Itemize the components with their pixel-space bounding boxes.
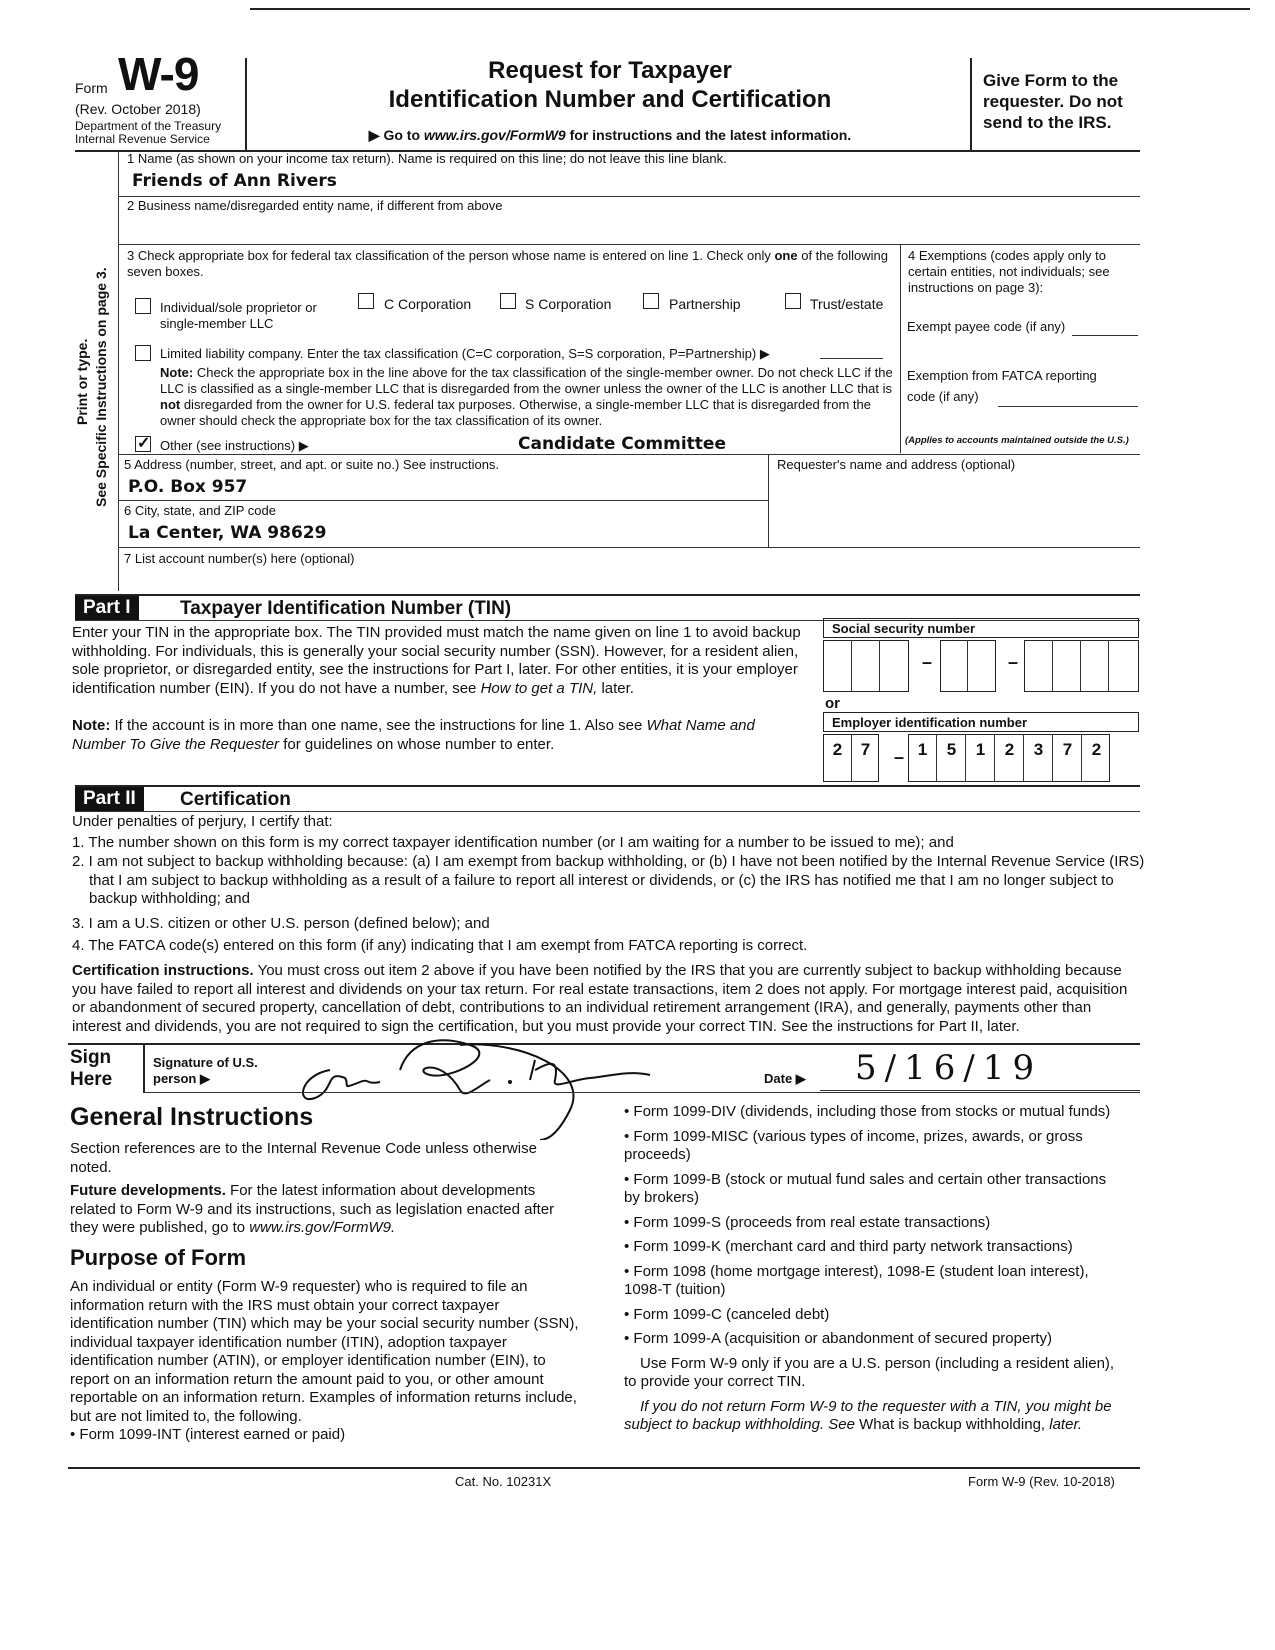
exempt-payee-field[interactable] bbox=[1072, 335, 1138, 336]
line4-label: 4 Exemptions (codes apply only to certain entities, not individuals; see instructions on page 3): bbox=[908, 248, 1110, 295]
llc-classification-field[interactable] bbox=[820, 358, 883, 359]
list-item: • Form 1099-C (canceled debt) bbox=[624, 1305, 830, 1323]
title-line1: Request for Taxpayer bbox=[488, 57, 732, 84]
right-bullets bbox=[622, 1103, 1124, 1435]
checkbox-c-corporation[interactable] bbox=[358, 293, 374, 309]
ssn-label: Social security number bbox=[832, 621, 976, 636]
checkbox-llc[interactable] bbox=[135, 345, 151, 361]
agency: Internal Revenue Service bbox=[75, 132, 210, 146]
signature[interactable] bbox=[290, 1030, 670, 1140]
line6-city-value[interactable]: La Center, WA 98629 bbox=[128, 523, 327, 543]
date-value[interactable]: 5/16/19 bbox=[855, 1048, 1043, 1088]
label-c-corporation: C Corporation bbox=[384, 296, 472, 312]
fatca-code-field[interactable] bbox=[998, 406, 1138, 407]
ein-digit: 2 bbox=[1004, 740, 1015, 759]
cat-number: Cat. No. 10231X bbox=[455, 1474, 552, 1489]
checkbox-s-corporation[interactable] bbox=[500, 293, 516, 309]
checkbox-partnership[interactable] bbox=[643, 293, 659, 309]
cert-item-4: 4. The FATCA code(s) entered on this form (if any) indicating that I am exempt from FATCA reporting is correct. bbox=[72, 937, 808, 954]
title-line2: Identification Number and Certification bbox=[388, 86, 832, 113]
sidebar-print-or-type: Print or type. bbox=[74, 338, 90, 425]
general-intro: Section references are to the Internal Revenue Code unless otherwise noted. bbox=[70, 1140, 537, 1176]
checkbox-individual[interactable] bbox=[135, 298, 151, 314]
cert-item-3: 3. I am a U.S. citizen or other U.S. person (defined below); and bbox=[72, 915, 490, 932]
form-word: Form bbox=[75, 80, 108, 96]
sign-here: Sign Here bbox=[70, 1047, 113, 1090]
ssn-dash-1: – bbox=[922, 652, 933, 672]
fatca-applies-note: (Applies to accounts maintained outside the U.S.) bbox=[905, 435, 1129, 446]
line5-label: 5 Address (number, street, and apt. or suite no.) See instructions. bbox=[124, 457, 500, 472]
ssn-box-group[interactable] bbox=[940, 640, 996, 692]
cert-instructions: Certification instructions. You must cross out item 2 above if you have been notified by the IRS that you are currently subject to backup withholding because you have failed to report all interest and dividends on your tax return. For real estate transactions, item 2 does not apply. For mortgage interest paid, acquisition or abandonment of secured property, cancellation of debt, contributions to an individual retirement arrangement (IRA), and generally, payments other than interest and dividends, you are not required to sign the certification, but you must provide your correct TIN. See the instructions for Part II, later. bbox=[72, 962, 1128, 1035]
line1-label: 1 Name (as shown on your income tax return). Name is required on this line; do not leave this line blank. bbox=[127, 151, 727, 166]
cert-item-1: 1. The number shown on this form is my correct taxpayer identification number (or I am waiting for a number to be issued to me); and bbox=[72, 834, 954, 851]
list-item: • Form 1099-B (stock or mutual fund sales and certain other transactions by brokers) bbox=[624, 1170, 1107, 1206]
ein-label: Employer identification number bbox=[832, 715, 1028, 730]
list-item: • Form 1099-A (acquisition or abandonment of secured property) bbox=[624, 1330, 1052, 1347]
give-form-note: Give Form to the requester. Do not send to the IRS. bbox=[983, 71, 1123, 132]
ein-dash: – bbox=[894, 747, 905, 767]
line3-label: 3 Check appropriate box for federal tax classification of the person whose name is entered on line 1. Check only one of the following seven boxes. bbox=[127, 248, 888, 279]
label-partnership: Partnership bbox=[669, 296, 741, 312]
use-form-text: Use Form W-9 only if you are a U.S. person (including a resident alien), to provide your correct TIN. bbox=[624, 1354, 1115, 1390]
ssn-box-area[interactable] bbox=[823, 640, 909, 692]
label-individual: Individual/sole proprietor or single-member LLC bbox=[160, 300, 317, 331]
checkbox-other[interactable] bbox=[135, 436, 151, 452]
ssn-box-serial[interactable] bbox=[1024, 640, 1139, 692]
top-border bbox=[250, 8, 1250, 10]
list-item: • Form 1099-S (proceeds from real estate transactions) bbox=[624, 1213, 991, 1231]
list-item: • Form 1099-MISC (various types of income, prizes, awards, or gross proceeds) bbox=[624, 1127, 1083, 1163]
goto-instructions: ▶ Go to www.irs.gov/FormW9 for instructions and the latest information. bbox=[368, 127, 852, 143]
ein-digit: 2 bbox=[832, 740, 843, 759]
footer-form-ref: Form W-9 (Rev. 10-2018) bbox=[968, 1474, 1115, 1489]
fatca-label-1: Exemption from FATCA reporting bbox=[907, 368, 1097, 383]
label-s-corporation: S Corporation bbox=[525, 296, 612, 312]
label-trust-estate: Trust/estate bbox=[810, 296, 884, 312]
purpose-heading: Purpose of Form bbox=[70, 1245, 247, 1270]
list-item: • Form 1098 (home mortgage interest), 1098-E (student loan interest), 1098-T (tuition) bbox=[624, 1262, 1089, 1298]
part2-tag: Part II bbox=[75, 787, 144, 811]
ein-digit: 1 bbox=[917, 740, 928, 759]
line5-address-value[interactable]: P.O. Box 957 bbox=[128, 477, 248, 497]
or-label: or bbox=[825, 695, 840, 712]
form-number: W-9 bbox=[118, 48, 199, 100]
requester-label: Requester's name and address (optional) bbox=[777, 457, 1016, 472]
future-developments: Future developments. For the latest information about developments related to Form W-9 and its instructions, such as legislation enacted after they were published, go to www.irs.gov/FormW9. bbox=[70, 1182, 555, 1236]
cert-item-2: 2. I am not subject to backup withholding because: (a) I am exempt from backup withholding, or (b) I have not been notified by the Internal Revenue Service (IRS) that I am subject to backup withholding as a result of a failure to report all interest or dividends, or (c) the IRS has notified me that I am no longer subject to backup withholding; and bbox=[72, 853, 1145, 907]
ein-digit: 3 bbox=[1033, 740, 1044, 759]
ein-digit: 7 bbox=[860, 740, 871, 759]
sidebar-specific-instructions: See Specific Instructions on page 3. bbox=[93, 267, 109, 507]
bullet-1099-int: • Form 1099-INT (interest earned or paid) bbox=[70, 1426, 346, 1443]
ein-digit: 7 bbox=[1062, 740, 1073, 759]
part1-note: Note: If the account is in more than one name, see the instructions for line 1. Also see What Name and Number To Give the Requester for guidelines on whose number to enter. bbox=[72, 717, 755, 753]
part1-tag: Part I bbox=[75, 596, 139, 620]
line6-label: 6 City, state, and ZIP code bbox=[124, 503, 276, 518]
general-instructions-heading: General Instructions bbox=[70, 1103, 314, 1131]
part1-text: Enter your TIN in the appropriate box. The TIN provided must match the name given on line 1 to avoid backup withholding. For individuals, this is generally your social security number (SSN). However, for a resident alien, sole proprietor, or disregarded entity, see the instructions for Part I, later. For other entities, it is your employer identification number (EIN). If you do not have a number, see How to get a TIN, later. bbox=[72, 624, 801, 697]
irs-url-link[interactable]: www.irs.gov/FormW9 bbox=[423, 127, 566, 143]
purpose-text: An individual or entity (Form W-9 requester) who is required to file an information return with the IRS must obtain your correct taxpayer identification number (TIN) which may be your social security number (SSN), individual taxpayer identification number (ITIN), adoption taxpayer identification number (ATIN), or employer identification number (EIN), to report on an information return the amount paid to you, or other amount reportable on an information return. Examples of information returns include, but are not limited to, the following. bbox=[70, 1278, 579, 1425]
exempt-payee-label: Exempt payee code (if any) bbox=[907, 319, 1066, 334]
ein-digit: 2 bbox=[1091, 740, 1102, 759]
line2-label: 2 Business name/disregarded entity name, if different from above bbox=[127, 198, 503, 213]
line3-note: Note: Check the appropriate box in the line above for the tax classification of the single-member owner. Do not check LLC if the LLC is classified as a single-member LLC that is disregarded from the owner unless the owner of the LLC is another LLC that is not disregarded from the owner for U.S. federal tax purposes. Otherwise, a single-member LLC that is disregarded from the owner should check the appropriate box for the tax classification of its owner. bbox=[160, 365, 893, 428]
fatca-label-2: code (if any) bbox=[907, 389, 979, 404]
checkbox-trust-estate[interactable] bbox=[785, 293, 801, 309]
line1-name-value[interactable]: Friends of Ann Rivers bbox=[132, 171, 337, 191]
backup-withholding-text: If you do not return Form W-9 to the requester with a TIN, you might be subject to backup withholding. See What is backup withholding, later. bbox=[624, 1397, 1112, 1433]
ssn-dash-2: – bbox=[1008, 652, 1019, 672]
label-llc: Limited liability company. Enter the tax classification (C=C corporation, S=S corporation, P=Partnership) ▶ bbox=[160, 346, 770, 361]
list-item: • Form 1099-K (merchant card and third party network transactions) bbox=[624, 1238, 1073, 1255]
department: Department of the Treasury bbox=[75, 119, 222, 133]
revision: (Rev. October 2018) bbox=[75, 101, 201, 117]
list-item: • Form 1099-DIV (dividends, including those from stocks or mutual funds) bbox=[624, 1103, 1111, 1120]
line7-label: 7 List account number(s) here (optional) bbox=[124, 551, 355, 566]
part2-title: Certification bbox=[180, 789, 291, 810]
other-value[interactable]: Candidate Committee bbox=[518, 434, 726, 454]
part2-intro: Under penalties of perjury, I certify that: bbox=[72, 813, 333, 830]
future-url-link[interactable]: www.irs.gov/FormW9. bbox=[249, 1219, 396, 1236]
label-other: Other (see instructions) ▶ bbox=[160, 438, 309, 453]
signature-label: Signature of U.S. person ▶ bbox=[153, 1055, 258, 1086]
date-label: Date ▶ bbox=[764, 1071, 806, 1086]
ein-digit: 5 bbox=[946, 740, 957, 759]
ein-digit: 1 bbox=[975, 740, 986, 759]
part1-title: Taxpayer Identification Number (TIN) bbox=[180, 598, 512, 619]
